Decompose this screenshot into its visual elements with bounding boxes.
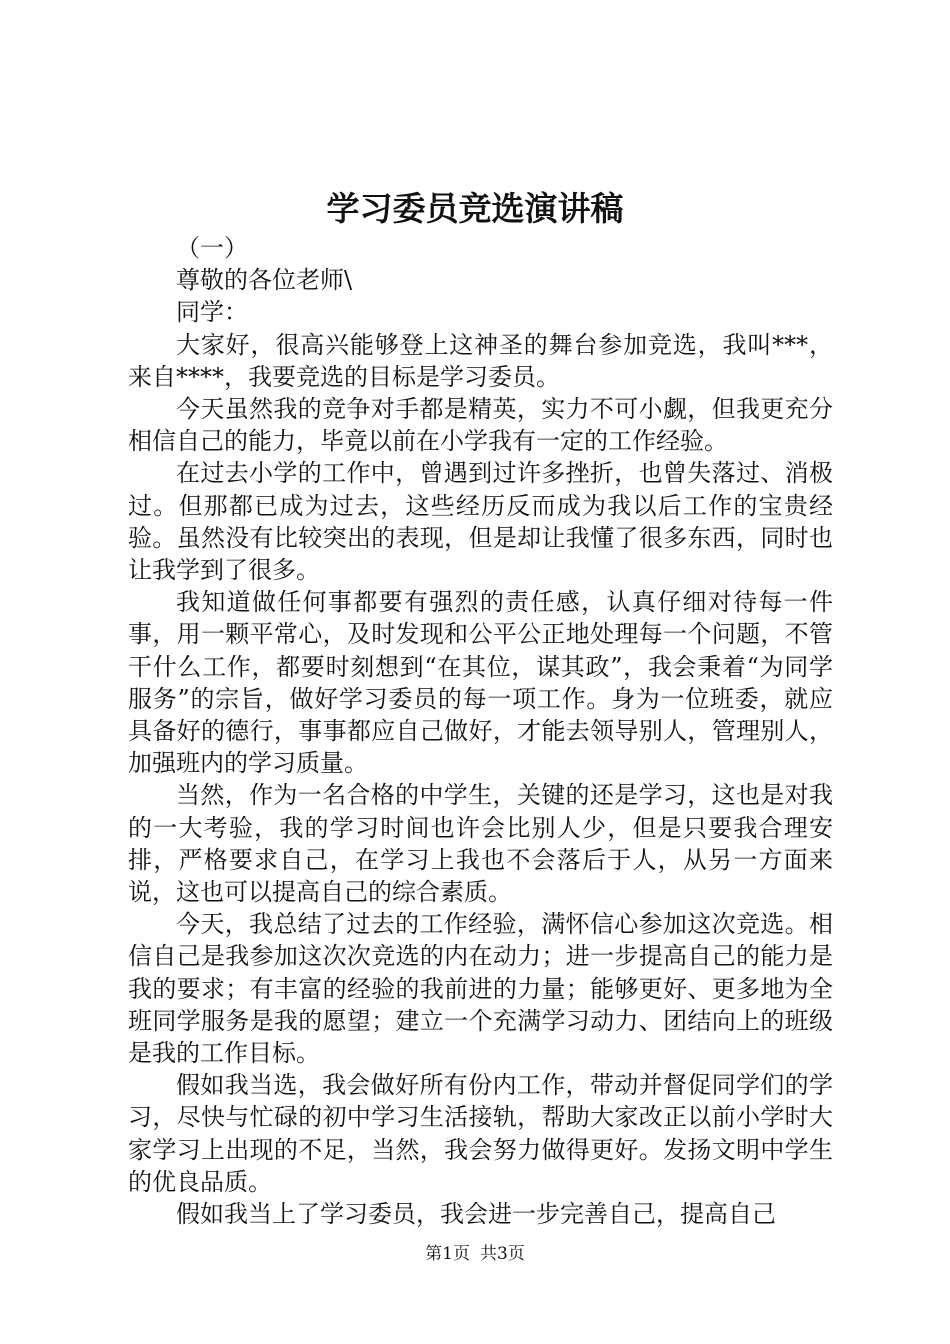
page-footer: [0, 1242, 950, 1266]
paragraph: 今天，我总结了过去的工作经验，满怀信心参加这次竞选。相信自己是我参加这次次竞选的内在动力；进一步提高自己的能力是我的要求；有丰富的经验的我前进的力量；能够更好、更多地为全班同学服务是我的愿望；建立一个充满学习动力、团结向上的班级是我的工作目标。: [128, 910, 833, 1068]
paragraph: 今天虽然我的竞争对手都是精英，实力不可小觑，但我更充分相信自己的能力，毕竟以前在小学我有一定的工作经验。: [128, 395, 833, 456]
document-body: [128, 232, 833, 1230]
paragraph: 假如我当选，我会做好所有份内工作，带动并督促同学们的学习，尽快与忙碌的初中学习生活接轨，帮助大家改正以前小学时大家学习上出现的不足，当然，我会努力做得更好。发扬文明中学生的优良品质。: [128, 1071, 833, 1196]
paragraph: （一）: [176, 234, 248, 262]
document-title: 学习委员竞选演讲稿: [326, 189, 624, 228]
paragraph: 我知道做任何事都要有强烈的责任感，认真仔细对待每一件事，用一颗平常心，及时发现和公平公正地处理每一个问题，不管干什么工作，都要时刻想到“在其位，谋其政”，我会秉着“为同学服务”的宗旨，做好学习委员的每一项工作。身为一位班委，就应具备好的德行，事事都应自己做好，才能去领导别人，管理别人，加强班内的学习质量。: [128, 588, 833, 778]
paragraph: 在过去小学的工作中，曾遇到过许多挫折，也曾失落过、消极过。但那都已成为过去，这些经历反而成为我以后工作的宝贵经验。虽然没有比较突出的表现，但是却让我懂了很多东西，同时也让我学到了很多。: [128, 459, 833, 585]
paragraph: 大家好，很高兴能够登上这神圣的舞台参加竞选，我叫***，来自****，我要竞选的目标是学习委员。: [128, 330, 833, 391]
paragraph: 尊敬的各位老师\: [176, 266, 353, 295]
paragraph: 当然，作为一名合格的中学生，关键的还是学习，这也是对我的一大考验，我的学习时间也许会比别人少，但是只要我合理安排，严格要求自己，在学习上我也不会落后于人，从另一方面来说，这也可以提高自己的综合素质。: [128, 781, 833, 907]
paragraph: 同学：: [176, 298, 248, 327]
page-number-current: 第1页: [425, 1244, 470, 1264]
page-number-total: 共3页: [480, 1244, 525, 1264]
paragraph: 假如我当上了学习委员，我会进一步完善自己，提高自己: [176, 1200, 776, 1229]
